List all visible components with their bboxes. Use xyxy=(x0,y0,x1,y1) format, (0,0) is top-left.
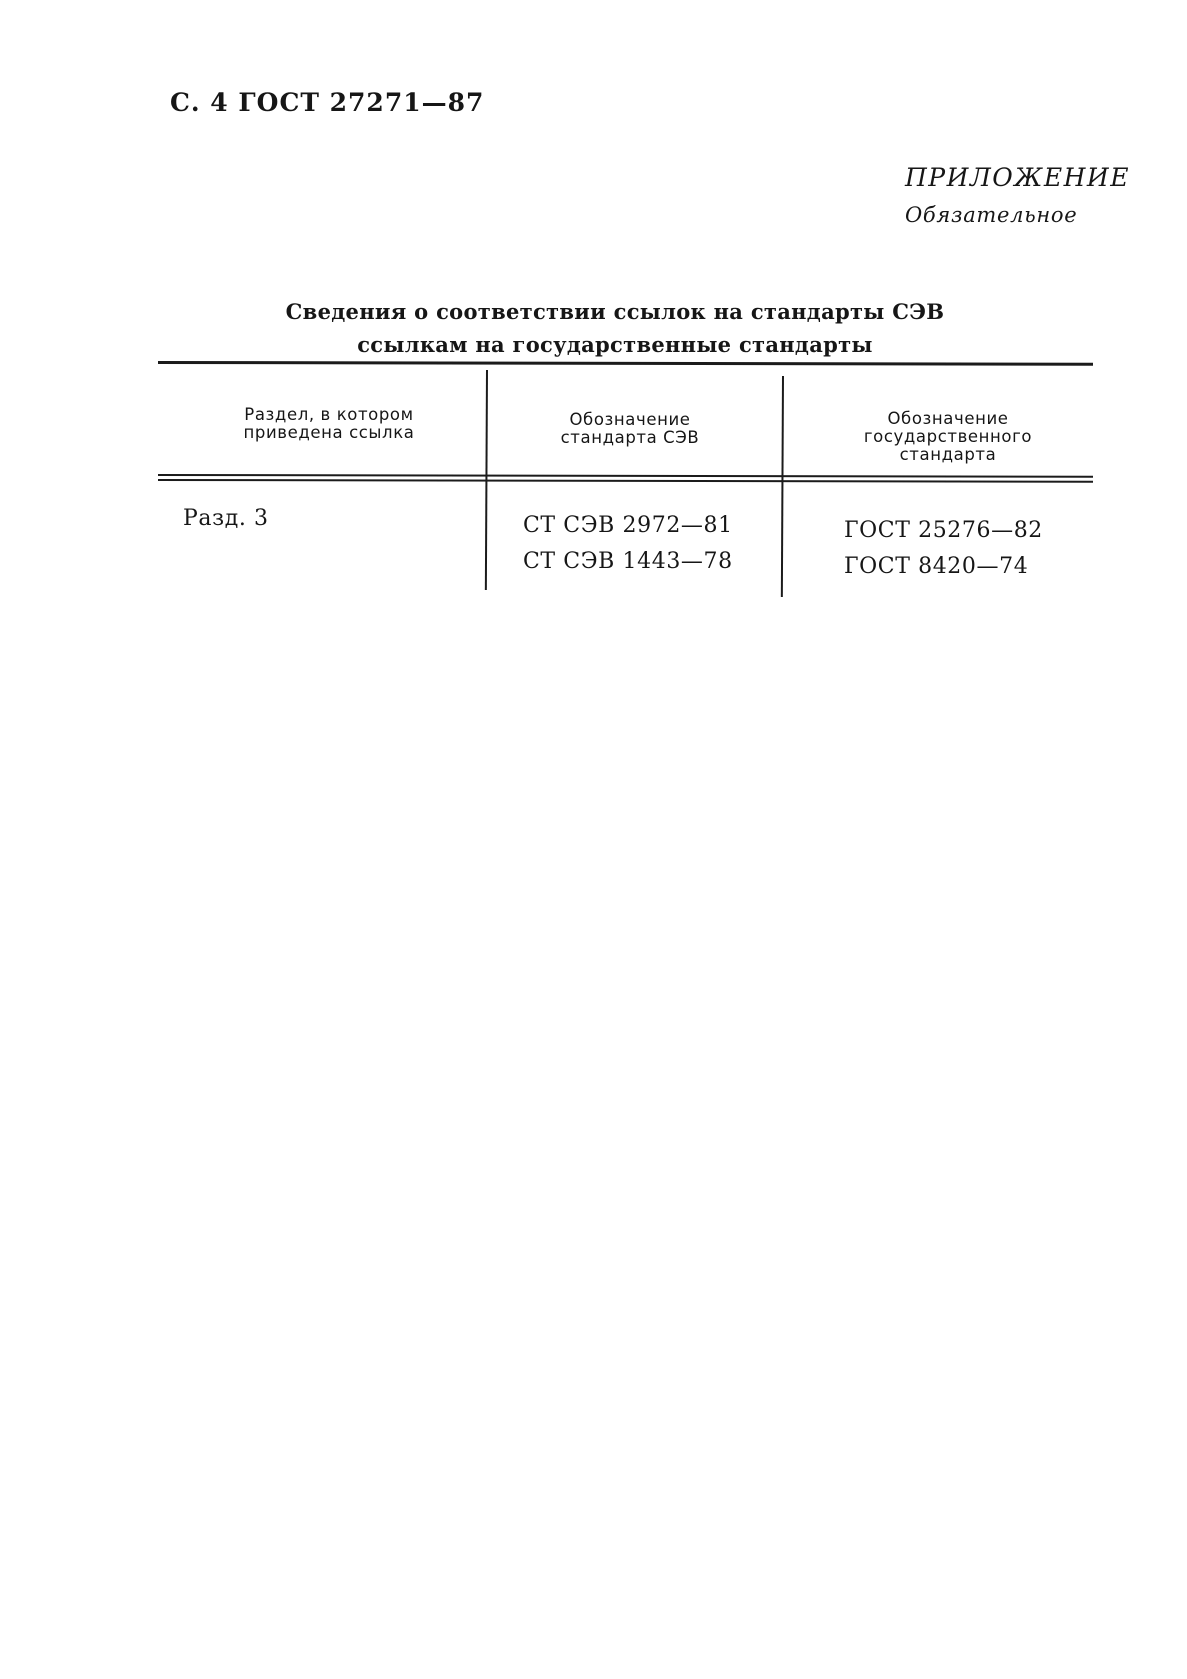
column-header-state-line-1: Обозначение xyxy=(887,409,1009,428)
table-title-line-2: ссылкам на государственные стандарты xyxy=(357,332,873,357)
column-header-section xyxy=(188,406,470,442)
table-cell-sev-standard-1: СТ СЭВ 2972—81 xyxy=(523,513,733,538)
table-header-rule-lower xyxy=(158,479,1093,483)
appendix-status: Обязательное xyxy=(905,203,1078,227)
table-cell-gost-standard-2: ГОСТ 8420—74 xyxy=(844,554,1029,579)
appendix-title: ПРИЛОЖЕНИЕ xyxy=(905,163,1130,192)
table-title-line-1: Сведения о соответствии ссылок на стандарты СЭВ xyxy=(285,299,945,324)
column-header-sev-line-2: стандарта СЭВ xyxy=(560,428,700,447)
column-header-state-standard xyxy=(823,410,1073,464)
page-header: С. 4 ГОСТ 27271—87 xyxy=(170,88,485,117)
column-header-sev-line-1: Обозначение xyxy=(569,410,691,429)
table-column-divider-2 xyxy=(781,376,784,597)
column-header-sev-standard xyxy=(510,411,750,447)
column-header-section-line-1: Раздел, в котором xyxy=(244,405,414,424)
table-cell-gost-standard-1: ГОСТ 25276—82 xyxy=(844,518,1043,543)
table-top-rule xyxy=(158,361,1093,366)
table-cell-section: Разд. 3 xyxy=(183,506,269,531)
column-header-state-line-3: стандарта xyxy=(899,445,997,464)
table-header-rule-upper xyxy=(158,474,1093,478)
table-cell-sev-standard-2: СТ СЭВ 1443—78 xyxy=(523,549,733,574)
column-header-state-line-2: государственного xyxy=(863,427,1033,446)
column-header-section-line-2: приведена ссылка xyxy=(243,423,415,442)
